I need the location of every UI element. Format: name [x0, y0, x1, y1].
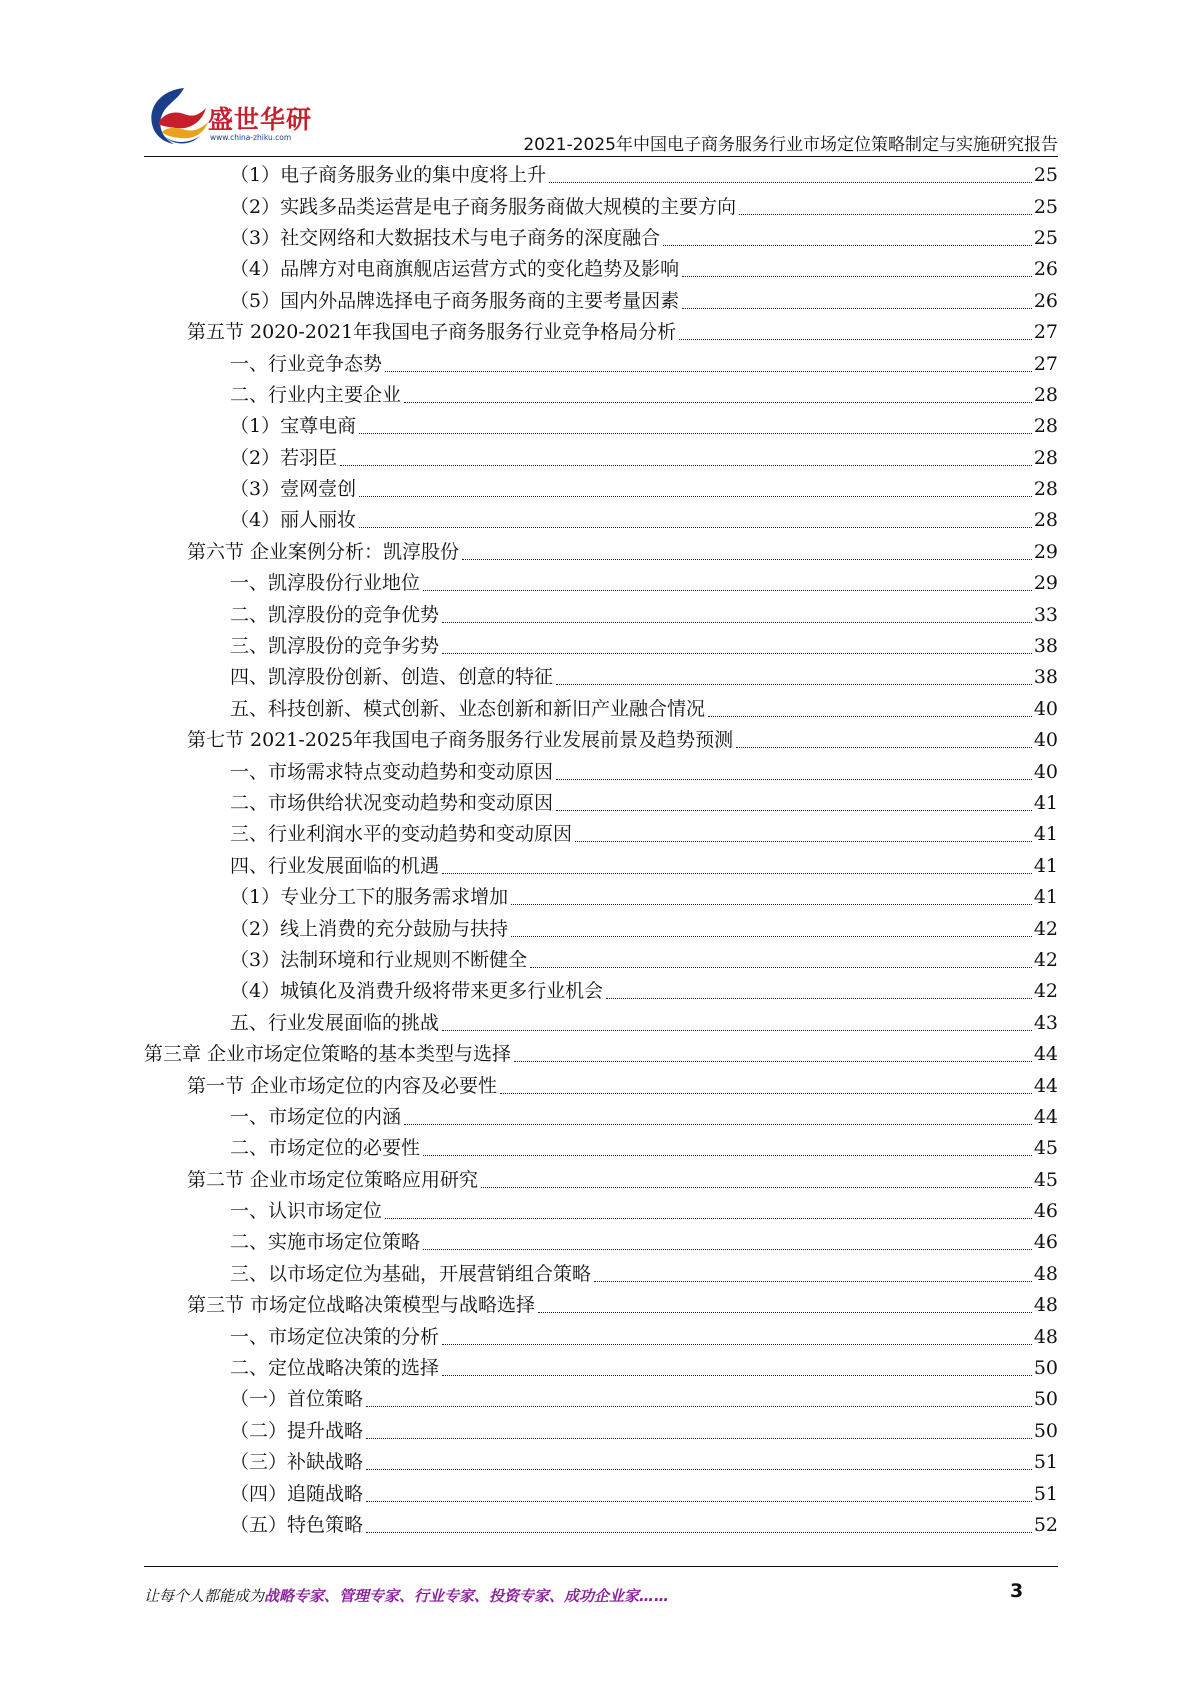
toc-entry-page: 44 [1033, 1105, 1058, 1128]
toc-dot-leader [366, 1469, 1032, 1470]
toc-entry-title: 第六节 企业案例分析：凯淳股份 [187, 540, 460, 563]
toc-entry[interactable] [144, 1133, 1058, 1164]
toc-entry[interactable] [144, 662, 1058, 693]
toc-entry-title: 三、凯淳股份的竞争劣势 [230, 635, 440, 658]
company-logo [144, 78, 324, 148]
toc-entry[interactable] [144, 1102, 1058, 1133]
toc-entry-page: 44 [1033, 1074, 1058, 1097]
toc-dot-leader [708, 716, 1032, 717]
toc-entry-page: 26 [1033, 258, 1058, 281]
toc-dot-leader [739, 214, 1032, 215]
toc-entry-page: 46 [1033, 1231, 1058, 1254]
toc-entry[interactable] [144, 1478, 1058, 1509]
slogan-prefix: 让每个人都能成为 [144, 1587, 265, 1605]
toc-dot-leader [594, 1281, 1032, 1282]
page-header [144, 78, 1058, 158]
toc-entry[interactable] [144, 254, 1058, 285]
toc-entry-page: 48 [1033, 1262, 1058, 1285]
toc-entry-page: 28 [1033, 509, 1058, 532]
toc-entry[interactable] [144, 443, 1058, 474]
toc-entry[interactable] [144, 819, 1058, 850]
toc-entry-page: 41 [1033, 823, 1058, 846]
toc-entry-title: 一、认识市场定位 [230, 1200, 383, 1223]
toc-entry-title: 二、市场定位的必要性 [230, 1137, 421, 1160]
toc-dot-leader [575, 841, 1032, 842]
toc-entry-page: 40 [1033, 760, 1058, 783]
toc-entry-page: 44 [1033, 1043, 1058, 1066]
toc-dot-leader [442, 1030, 1032, 1031]
toc-entry-page: 28 [1033, 415, 1058, 438]
toc-dot-leader [556, 779, 1032, 780]
toc-entry-title: （一）首位策略 [230, 1388, 364, 1411]
toc-entry-page: 41 [1033, 886, 1058, 909]
toc-entry[interactable] [144, 505, 1058, 536]
toc-entry[interactable] [144, 411, 1058, 442]
toc-entry-title: 第三节 市场定位战略决策模型与战略选择 [187, 1294, 536, 1317]
toc-entry-page: 40 [1033, 697, 1058, 720]
toc-entry-page: 45 [1033, 1168, 1058, 1191]
toc-entry-title: （2）线上消费的充分鼓励与扶持 [230, 917, 509, 940]
toc-entry-title: （5）国内外品牌选择电子商务服务商的主要考量因素 [230, 289, 680, 312]
toc-entry[interactable] [144, 1321, 1058, 1352]
toc-entry-page: 38 [1033, 635, 1058, 658]
logo-url: www.china-zhiku.com [210, 133, 292, 142]
toc-entry[interactable] [144, 631, 1058, 662]
toc-dot-leader [556, 684, 1032, 685]
toc-entry-title: （4）城镇化及消费升级将带来更多行业机会 [230, 980, 604, 1003]
toc-entry[interactable] [144, 725, 1058, 756]
toc-entry-title: （2）若羽臣 [230, 446, 338, 469]
toc-entry-title: （三）补缺战略 [230, 1451, 364, 1474]
toc-entry-title: 第三章 企业市场定位策略的基本类型与选择 [144, 1043, 512, 1066]
toc-dot-leader [500, 1093, 1032, 1094]
toc-entry-page: 50 [1033, 1419, 1058, 1442]
toc-dot-leader [366, 1501, 1032, 1502]
toc-dot-leader [442, 873, 1032, 874]
toc-entry-page: 28 [1033, 446, 1058, 469]
toc-entry[interactable] [144, 317, 1058, 348]
toc-entry[interactable] [144, 913, 1058, 944]
toc-entry[interactable] [144, 1259, 1058, 1290]
toc-entry-title: 二、市场供给状况变动趋势和变动原因 [230, 792, 554, 814]
toc-entry-page: 28 [1033, 383, 1058, 406]
toc-entry-page: 25 [1033, 164, 1058, 187]
toc-entry[interactable] [144, 788, 1058, 819]
toc-entry-title: 第一节 企业市场定位的内容及必要性 [187, 1074, 498, 1097]
toc-entry[interactable] [144, 474, 1058, 505]
toc-entry[interactable] [144, 286, 1058, 317]
toc-entry-page: 38 [1033, 666, 1058, 689]
toc-entry[interactable] [144, 1290, 1058, 1321]
toc-dot-leader [530, 967, 1032, 968]
toc-entry[interactable] [144, 223, 1058, 254]
toc-entry-title: 三、以市场定位为基础，开展营销组合策略 [230, 1262, 592, 1285]
toc-dot-leader [359, 496, 1032, 497]
footer-divider [144, 1566, 1058, 1567]
toc-entry-page: 45 [1033, 1137, 1058, 1160]
toc-entry-title: 一、凯淳股份行业地位 [230, 572, 421, 595]
toc-entry[interactable] [144, 945, 1058, 976]
toc-dot-leader [404, 1124, 1032, 1125]
toc-entry-title: 二、定位战略决策的选择 [230, 1357, 440, 1380]
table-of-contents [144, 160, 1058, 1541]
toc-entry[interactable] [144, 537, 1058, 568]
toc-dot-leader [359, 527, 1032, 528]
toc-dot-leader [511, 936, 1032, 937]
toc-dot-leader [606, 998, 1032, 999]
toc-dot-leader [682, 276, 1032, 277]
footer-slogan [144, 1585, 669, 1606]
toc-entry[interactable] [144, 1196, 1058, 1227]
toc-dot-leader [442, 1344, 1032, 1345]
toc-entry[interactable] [144, 380, 1058, 411]
toc-entry[interactable] [144, 882, 1058, 913]
toc-dot-leader [442, 653, 1032, 654]
toc-entry-title: 一、行业竞争态势 [230, 352, 383, 375]
toc-entry-title: 一、市场定位的内涵 [230, 1105, 402, 1128]
toc-entry[interactable] [144, 1165, 1058, 1196]
toc-entry-title: （二）提升战略 [230, 1419, 364, 1442]
toc-entry-title: （3）法制环境和行业规则不断健全 [230, 948, 528, 971]
toc-dot-leader [663, 245, 1032, 246]
toc-entry[interactable] [144, 1008, 1058, 1039]
toc-entry-page: 51 [1033, 1482, 1058, 1505]
toc-entry-page: 26 [1033, 289, 1058, 312]
toc-entry-page: 28 [1033, 478, 1058, 501]
toc-entry[interactable] [144, 191, 1058, 222]
toc-dot-leader [404, 402, 1032, 403]
toc-entry-page: 42 [1033, 980, 1058, 1003]
toc-entry-title: （1）宝尊电商 [230, 415, 357, 438]
toc-entry-page: 48 [1033, 1325, 1058, 1348]
toc-entry-page: 42 [1033, 948, 1058, 971]
toc-entry[interactable] [144, 851, 1058, 882]
toc-entry[interactable] [144, 1227, 1058, 1258]
toc-entry[interactable] [144, 1416, 1058, 1447]
toc-entry-page: 25 [1033, 226, 1058, 249]
toc-dot-leader [442, 1375, 1032, 1376]
page-number: 3 [1010, 1580, 1024, 1602]
logo-emblem-icon [144, 84, 214, 148]
toc-entry-title: （3）壹网壹创 [230, 478, 357, 501]
toc-entry-title: （2）实践多品类运营是电子商务服务商做大规模的主要方向 [230, 195, 737, 218]
toc-entry-title: 四、凯淳股份创新、创造、创意的特征 [230, 666, 554, 689]
toc-dot-leader [423, 1155, 1032, 1156]
toc-dot-leader [514, 1061, 1032, 1062]
toc-dot-leader [682, 308, 1032, 309]
report-title: 2021-2025年中国电子商务服务行业市场定位策略制定与实施研究报告 [523, 135, 1058, 155]
toc-entry-page: 50 [1033, 1388, 1058, 1411]
toc-entry-title: （4）丽人丽妆 [230, 509, 357, 532]
toc-entry-page: 33 [1033, 603, 1058, 626]
toc-entry-page: 41 [1033, 854, 1058, 877]
toc-entry-page: 27 [1033, 321, 1058, 344]
toc-entry-page: 43 [1033, 1011, 1058, 1034]
toc-entry-title: （1）专业分工下的服务需求增加 [230, 886, 509, 909]
toc-dot-leader [556, 810, 1032, 811]
toc-dot-leader [359, 433, 1032, 434]
toc-entry-title: 五、行业发展面临的挑战 [230, 1011, 440, 1034]
toc-entry[interactable] [144, 599, 1058, 630]
toc-entry-title: 五、科技创新、模式创新、业态创新和新旧产业融合情况 [230, 697, 706, 720]
toc-entry[interactable] [144, 1039, 1058, 1070]
toc-entry-page: 51 [1033, 1451, 1058, 1474]
toc-dot-leader [385, 371, 1032, 372]
toc-dot-leader [366, 1532, 1032, 1533]
toc-entry-title: 第五节 2020-2021年我国电子商务服务行业竞争格局分析 [187, 321, 677, 344]
toc-entry-title: （4）品牌方对电商旗舰店运营方式的变化趋势及影响 [230, 258, 680, 281]
toc-dot-leader [538, 1312, 1032, 1313]
toc-dot-leader [366, 1438, 1032, 1439]
toc-entry[interactable] [144, 756, 1058, 787]
toc-entry-title: 二、实施市场定位策略 [230, 1231, 421, 1254]
toc-entry[interactable] [144, 1447, 1058, 1478]
toc-entry-page: 42 [1033, 917, 1058, 940]
header-divider [144, 156, 1058, 157]
toc-entry-page: 29 [1033, 572, 1058, 595]
slogan-highlight: 战略专家、管理专家、行业专家、投资专家、成功企业家…… [264, 1587, 670, 1605]
toc-dot-leader [340, 465, 1032, 466]
logo-name: 盛世华研 [208, 105, 313, 134]
toc-entry-page: 27 [1033, 352, 1058, 375]
toc-entry-title: 一、市场需求特点变动趋势和变动原因 [230, 760, 554, 783]
toc-dot-leader [423, 590, 1032, 591]
toc-entry-page: 48 [1033, 1294, 1058, 1317]
toc-entry[interactable] [144, 1070, 1058, 1101]
toc-dot-leader [385, 1218, 1032, 1219]
toc-entry-title: 一、市场定位决策的分析 [230, 1325, 440, 1348]
toc-dot-leader [366, 1406, 1032, 1407]
toc-entry-page: 46 [1033, 1200, 1058, 1223]
toc-dot-leader [549, 182, 1032, 183]
toc-entry-title: （五）特色策略 [230, 1513, 364, 1536]
toc-entry-title: （1）电子商务服务业的集中度将上升 [230, 164, 547, 187]
toc-dot-leader [481, 1187, 1032, 1188]
toc-entry[interactable] [144, 976, 1058, 1007]
toc-entry[interactable] [144, 1510, 1058, 1541]
toc-entry-page: 50 [1033, 1357, 1058, 1380]
toc-entry-page: 40 [1033, 729, 1058, 752]
toc-entry-title: 二、凯淳股份的竞争优势 [230, 603, 440, 626]
toc-entry[interactable] [144, 348, 1058, 379]
toc-entry[interactable] [144, 160, 1058, 191]
toc-entry-page: 41 [1033, 792, 1058, 814]
toc-dot-leader [736, 747, 1032, 748]
toc-entry[interactable] [144, 694, 1058, 725]
toc-dot-leader [442, 622, 1032, 623]
toc-entry[interactable] [144, 568, 1058, 599]
toc-entry-title: 第七节 2021-2025年我国电子商务服务行业发展前景及趋势预测 [187, 729, 734, 752]
toc-dot-leader [679, 339, 1032, 340]
toc-entry-title: （四）追随战略 [230, 1482, 364, 1505]
toc-dot-leader [462, 559, 1032, 560]
toc-entry-title: 二、行业内主要企业 [230, 383, 402, 406]
toc-entry[interactable] [144, 1353, 1058, 1384]
toc-entry-title: 四、行业发展面临的机遇 [230, 854, 440, 877]
toc-entry-title: 三、行业利润水平的变动趋势和变动原因 [230, 823, 573, 846]
toc-dot-leader [511, 904, 1032, 905]
toc-dot-leader [423, 1249, 1032, 1250]
toc-entry-title: （3）社交网络和大数据技术与电子商务的深度融合 [230, 226, 661, 249]
toc-entry-page: 29 [1033, 540, 1058, 563]
toc-entry-title: 第二节 企业市场定位策略应用研究 [187, 1168, 479, 1191]
toc-entry[interactable] [144, 1384, 1058, 1415]
toc-entry-page: 25 [1033, 195, 1058, 218]
toc-entry-page: 52 [1033, 1513, 1058, 1536]
